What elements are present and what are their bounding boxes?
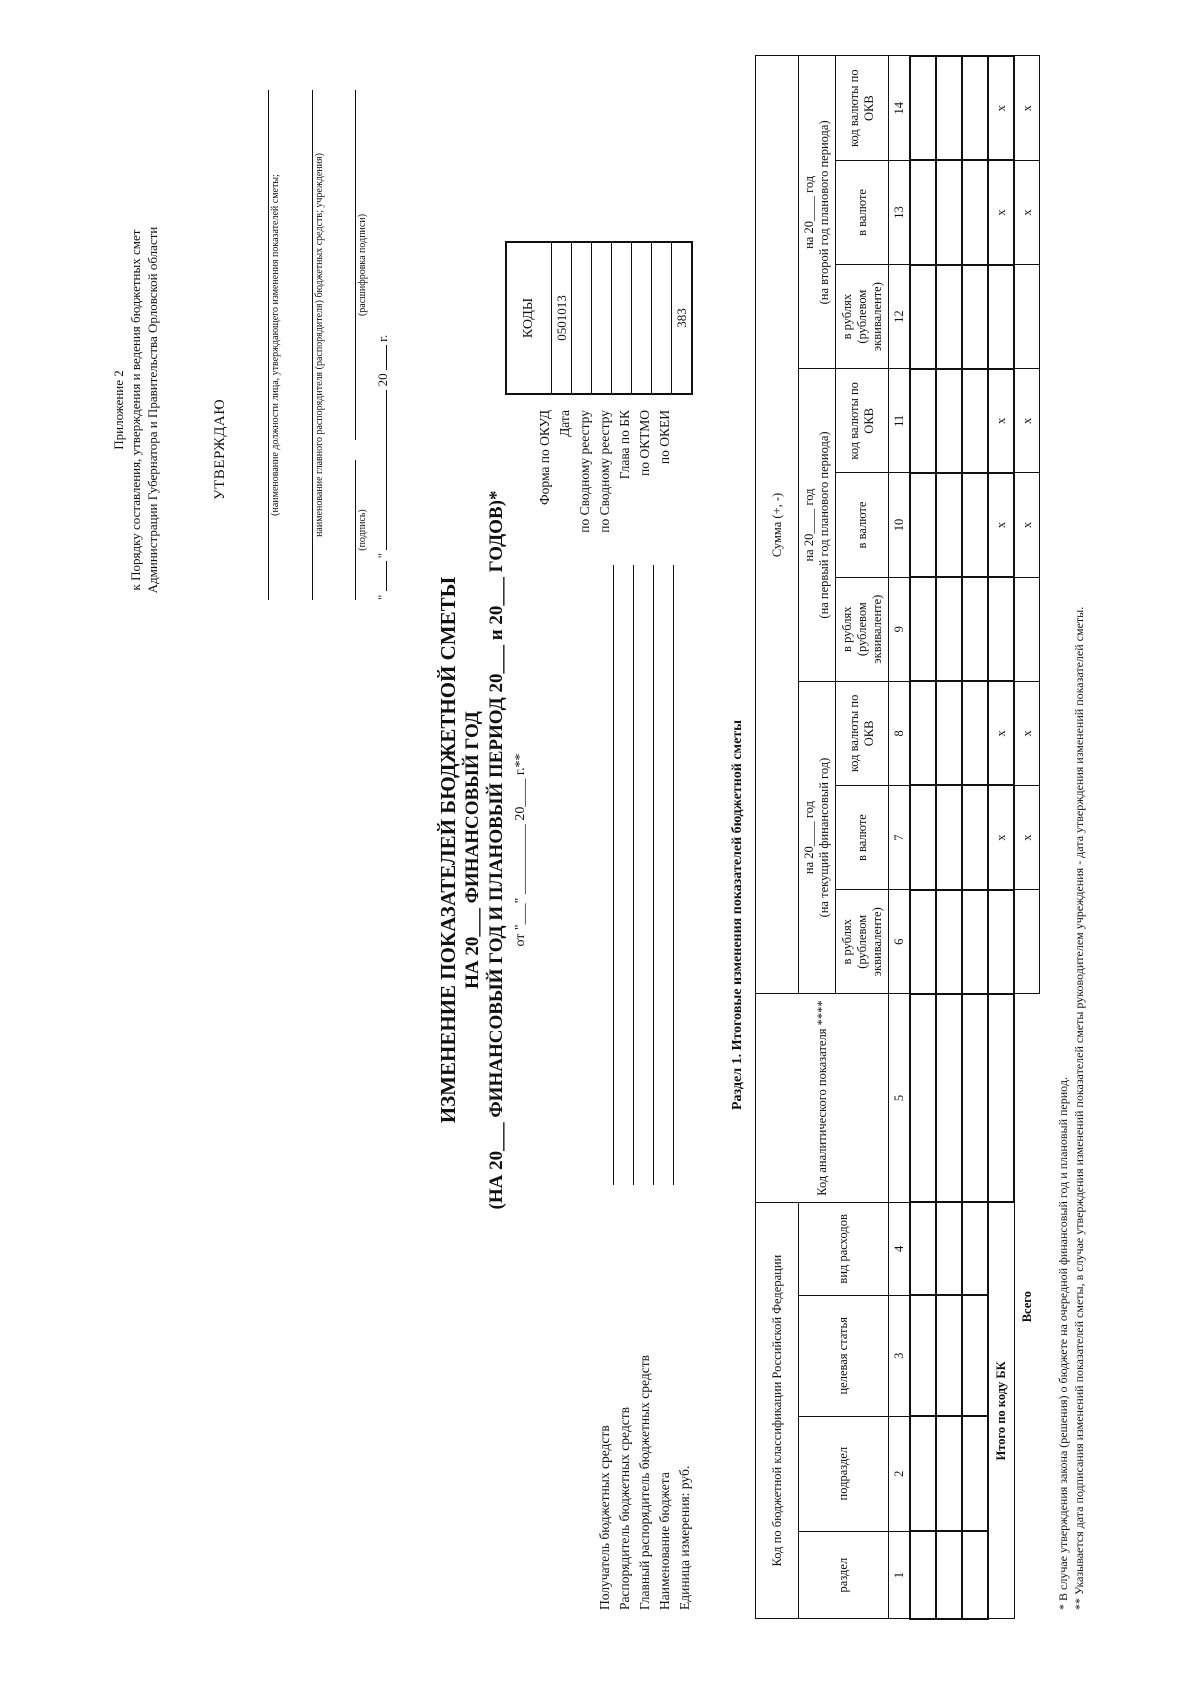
col-num: 8 — [889, 681, 911, 785]
x-mark: х — [1014, 785, 1040, 889]
header-sum: Сумма (+, -) — [756, 56, 799, 994]
label-recipient: Получатель бюджетных средств — [597, 1425, 612, 1610]
total-bk-label: Итого по коду БК — [988, 1202, 1014, 1619]
x-mark: х — [988, 681, 1014, 785]
code-okei: 383 — [672, 242, 693, 394]
header-rub-1: в рублях (рублевом эквиваленте) — [836, 890, 889, 994]
requisites-labels — [595, 1355, 695, 1610]
col-num: 3 — [889, 1295, 911, 1416]
signature-caption: (подпись) — [357, 509, 368, 551]
year-1-sub: (на текущий финансовый год) — [817, 757, 831, 918]
column-numbers-row — [889, 56, 911, 1619]
col-num: 9 — [889, 577, 911, 681]
label-oktmo: по ОКТМО — [637, 410, 652, 476]
approve-title: УТВЕРЖДАЮ — [212, 398, 228, 500]
date-year-prefix: 20 — [375, 373, 390, 387]
code-oktmo — [652, 242, 672, 394]
total-all-row — [1014, 56, 1040, 1619]
header-vid: вид расходов — [799, 1202, 889, 1295]
codes-labels — [535, 410, 675, 560]
header-okv-2: код валюты по ОКВ — [836, 369, 889, 473]
label-unit: Единица измерения: руб. — [677, 1465, 692, 1610]
header-razdel: раздел — [799, 1531, 889, 1619]
date-year-suffix: г. — [375, 334, 390, 342]
organization-line — [312, 90, 313, 600]
year-3-sub: (на второй год планового периода) — [817, 120, 831, 305]
header-year-1 — [799, 681, 836, 994]
section-1-table — [755, 55, 1040, 1620]
year-3-label: на 20____ год — [802, 175, 816, 249]
position-line — [268, 90, 269, 600]
header-celevaya: целевая статья — [799, 1295, 889, 1416]
col-num: 12 — [889, 265, 911, 369]
table-row — [936, 56, 962, 1619]
header-podrazdel: подраздел — [799, 1416, 889, 1531]
label-budget-name: Наименование бюджета — [657, 1472, 672, 1610]
header-year-3 — [799, 56, 836, 369]
code-date — [572, 242, 592, 394]
total-all-label: Всего — [1019, 1291, 1034, 1323]
label-chief-manager: Главный распорядитель бюджетных средств — [637, 1355, 652, 1610]
header-bk: Код по бюджетной классификации Российской Федерации — [756, 1202, 799, 1619]
total-bk-row — [988, 56, 1014, 1619]
label-date: Дата — [557, 410, 572, 437]
footnote-2: ** Указывается дата подписания изменений показателей сметы, в случае утверждения изменений показателей сметы руководителем учреждения - дата утверждения изменений показателей сметы. — [1072, 606, 1086, 1610]
title-line-3: (НА 20___ ФИНАНСОВЫЙ ГОД И ПЛАНОВЫЙ ПЕРИОД 20___ и 20___ ГОДОВ)* — [486, 490, 507, 1210]
code-registry-2 — [612, 242, 632, 394]
col-num: 14 — [889, 56, 911, 160]
codes-header: КОДЫ — [506, 242, 552, 394]
date-quote-close: " — [375, 552, 390, 559]
appendix-number: Приложение 2 — [111, 370, 126, 450]
codes-table — [505, 241, 693, 395]
header-analytic: Код аналитического показателя **** — [756, 994, 889, 1202]
document-title — [435, 400, 529, 1300]
date-quote-open: " — [375, 594, 390, 600]
table-row — [962, 56, 988, 1619]
x-mark: х — [1014, 473, 1040, 577]
header-val-1: в валюте — [836, 785, 889, 889]
x-mark: х — [1014, 160, 1040, 264]
table-row — [910, 56, 936, 1619]
label-okud: Форма по ОКУД — [537, 410, 552, 506]
year-1-label: на 20____ год — [802, 801, 816, 875]
x-mark: х — [1014, 369, 1040, 473]
signature-line — [355, 460, 356, 600]
col-num: 13 — [889, 160, 911, 264]
header-rub-2: в рублях (рублевом эквиваленте) — [836, 577, 889, 681]
x-mark: х — [988, 369, 1014, 473]
label-registry-2: по Сводному реестру — [597, 410, 612, 533]
decode-line — [355, 90, 356, 440]
label-registry-1: по Сводному реестру — [577, 410, 592, 533]
col-num: 7 — [889, 785, 911, 889]
label-okei: по ОКЕИ — [657, 410, 672, 465]
section-1-title: Раздел 1. Итоговые изменения показателей бюджетной сметы — [730, 719, 745, 1110]
chief-manager-line — [653, 565, 654, 1185]
decode-caption: (расшифровка подписи) — [357, 213, 368, 317]
rotated-form-page — [50, 40, 1160, 1640]
col-num: 2 — [889, 1416, 911, 1531]
x-mark: х — [988, 785, 1014, 889]
x-mark: х — [1014, 56, 1040, 160]
col-num: 5 — [889, 994, 911, 1202]
budget-name-line — [673, 565, 674, 1185]
x-mark: х — [1014, 681, 1040, 785]
label-head-bk: Глава по БК — [617, 410, 632, 480]
footnote-1: * В случае утверждения закона (решения) о бюджете на очередной финансовый год и плановый период. — [1056, 1077, 1070, 1610]
code-okud: 0501013 — [552, 242, 572, 394]
title-line-1: ИЗМЕНЕНИЕ ПОКАЗАТЕЛЕЙ БЮДЖЕТНОЙ СМЕТЫ — [436, 576, 460, 1124]
year-2-label: на 20____ год — [802, 488, 816, 562]
header-year-2 — [799, 369, 836, 682]
col-num: 11 — [889, 369, 911, 473]
appendix-reference: к Порядку составления, утверждения и ведения бюджетных смет — [128, 229, 143, 591]
label-manager: Распорядитель бюджетных средств — [617, 1407, 632, 1610]
footnotes — [1055, 110, 1087, 1610]
col-num: 6 — [889, 890, 911, 994]
position-caption: (наименование должности лица, утверждающего изменения показателей сметы; — [270, 174, 281, 516]
col-num: 4 — [889, 1202, 911, 1295]
header-val-2: в валюте — [836, 473, 889, 577]
title-line-2: НА 20___ ФИНАНСОВЫЙ ГОД — [462, 711, 483, 989]
header-okv-3: код валюты по ОКВ — [836, 56, 889, 160]
x-mark: х — [988, 56, 1014, 160]
x-mark: х — [988, 473, 1014, 577]
header-val-3: в валюте — [836, 160, 889, 264]
manager-line — [633, 565, 634, 1185]
approve-date — [375, 335, 391, 600]
x-mark: х — [988, 160, 1014, 264]
header-rub-3: в рублях (рублевом эквиваленте) — [836, 265, 889, 369]
title-date: от "___" __________ 20____ г.** — [513, 753, 528, 947]
col-num: 10 — [889, 473, 911, 577]
organization-caption: наименование главного распорядителя (распорядителя) бюджетных средств; учреждения) — [314, 153, 325, 537]
col-num: 1 — [889, 1531, 911, 1619]
appendix-note — [110, 220, 161, 600]
year-2-sub: (на первый год планового периода) — [817, 431, 831, 619]
code-registry-1 — [592, 242, 612, 394]
appendix-authority: Администрации Губернатора и Правительства Орловской области — [145, 226, 160, 594]
code-head-bk — [632, 242, 652, 394]
recipient-line — [613, 565, 614, 1185]
header-okv-1: код валюты по ОКВ — [836, 681, 889, 785]
